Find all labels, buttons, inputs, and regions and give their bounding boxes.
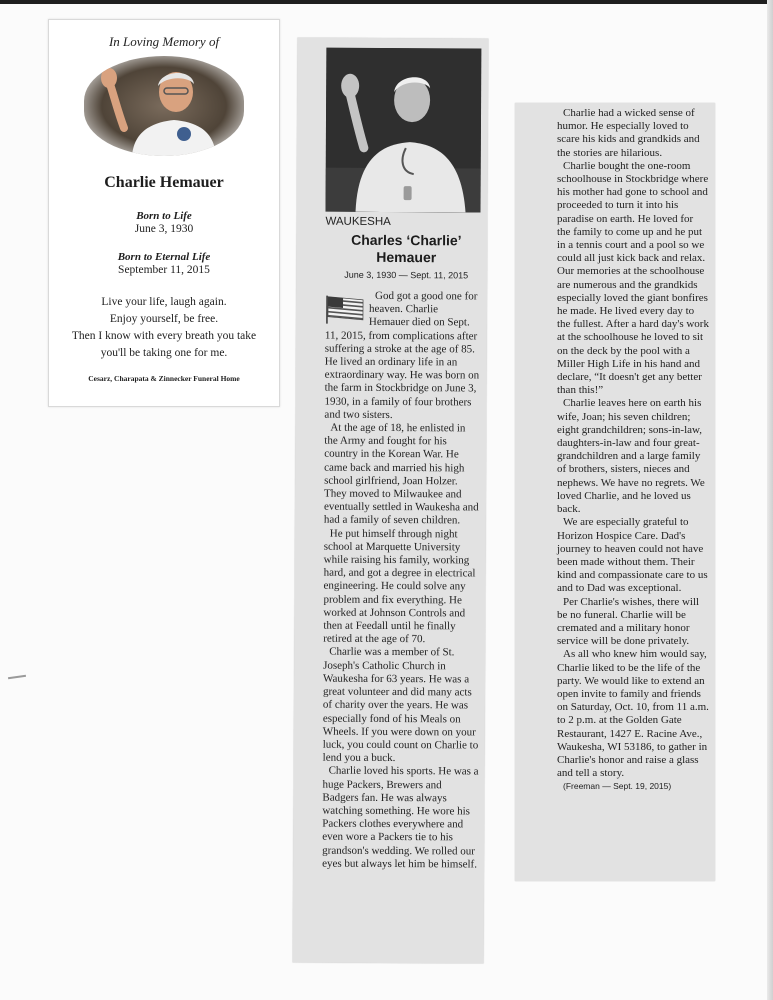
- obit-paragraph: Charlie leaves here on earth his wife, Joan; his seven children; eight grandchildren; sons-in-law, daughters-in-law and four great-grandchildren and a large family of brothers, sisters, nieces and nephews. We have no regrets. We loved Charlie, and he loved us back.: [557, 397, 705, 516]
- funeral-home: Cesarz, Charapata & Zinnecker Funeral Home: [88, 374, 240, 383]
- eternal-label: Born to Eternal Life: [117, 251, 211, 263]
- obit-paragraph: Charlie had a wicked sense of humor. He especially loved to scare his kids and grandkids and the stories are hilarious.: [557, 107, 700, 159]
- clipping-headline: [325, 232, 487, 267]
- clipping-body-col2: [557, 107, 709, 794]
- obit-paragraph: He put himself through night school at Marquette University while raising his family, working hard, and got a degree in electrical engineering. He could solve any problem and fix everything. He worked at Johnson Controls and then at Feedall until he finally retired at the age of 70.: [323, 527, 476, 646]
- born-label: Born to Life: [136, 210, 192, 222]
- card-poem: [49, 294, 279, 362]
- american-flag-icon: [325, 294, 365, 326]
- scan-mark: [8, 675, 26, 679]
- scan-right-edge: [767, 0, 773, 1000]
- obituary-clipping-column-2: [515, 103, 715, 881]
- card-portrait-photo: [84, 56, 244, 156]
- portrait-illustration: [84, 56, 244, 156]
- obit-paragraph: God got a good one for heaven. Charlie Hemauer died on Sept. 11, 2015, from complications after suffering a stroke at the age of 85. He lived an ordinary life in an extraordinary way. He was born on the farm in Stockbridge on June 3, 1930, in a family of four brothers and two sisters.: [324, 289, 480, 421]
- clipping-credit: (Freeman — Sept. 19, 2015): [563, 781, 672, 792]
- obit-paragraph: As all who knew him would say, Charlie liked to be the life of the party. We would like to extend an open invite to family and friends on Saturday, Oct. 10, from 11 a.m. to 2 p.m. at the Golden Gate Restaurant, 1427 E. Racine Ave., Waukesha, WI 53186, to gather in Charlie's honor and raise a glass and tell a story.: [557, 648, 709, 780]
- obit-paragraph: At the age of 18, he enlisted in the Army and fought for his country in the Korean War. He came back and married his high school girlfriend, Joan Holzer. They moved to Milwaukee and eventually settled in Waukesha and had a family of seven children.: [323, 421, 479, 527]
- clipping-dates: June 3, 1930 — Sept. 11, 2015: [344, 269, 469, 281]
- card-header: In Loving Memory of: [108, 34, 220, 49]
- obit-paragraph: Per Charlie's wishes, there will be no funeral. Charlie will be cremated and a military honor service will be done privately.: [557, 595, 700, 648]
- headline-line-2: Hemauer: [376, 248, 437, 266]
- clipping-body-col1: [322, 290, 481, 872]
- poem-line: Then I know with every breath you take: [71, 330, 257, 342]
- obit-paragraph: Charlie loved his sports. He was a huge Packers, Brewers and Badgers fan. He was always watching something. He wore his Packers clothes everywhere and even wore a Packers tie to his grandson's wedding. We rolled our eyes but always let him be himself.: [322, 764, 479, 871]
- eternal-date: September 11, 2015: [118, 264, 210, 276]
- obituary-clipping-column-1: [293, 38, 489, 964]
- obit-paragraph: We are especially grateful to Horizon Hospice Care. Dad's journey to heaven could not have been made without them. Their kind and compassionate care to us and to Dad was exceptional.: [557, 516, 708, 595]
- poem-line: Live your life, laugh again.: [101, 296, 227, 308]
- clipping-photo-illustration: [326, 48, 482, 213]
- scan-top-edge: [0, 0, 773, 4]
- born-date: June 3, 1930: [134, 223, 194, 235]
- poem-line: Enjoy yourself, be free.: [109, 313, 219, 325]
- card-name: Charlie Hemauer: [104, 174, 224, 191]
- clipping-location: WAUKESHA: [325, 215, 391, 228]
- obit-paragraph: Charlie was a member of St. Joseph's Catholic Church in Waukesha for 63 years. He was a great volunteer and did many acts of charity over the years. He was especially fond of his Meals on Wheels. If you were down on your luck, you could count on Charlie to lend you a buck.: [322, 646, 479, 765]
- memorial-card: [48, 19, 280, 407]
- poem-line: you'll be taking one for me.: [100, 347, 228, 359]
- headline-line-1: Charles ‘Charlie’: [351, 231, 462, 249]
- clipping-photo: [326, 48, 482, 213]
- obit-paragraph: Charlie bought the one-room schoolhouse in Stockbridge where his mother had gone to school and proceeded to turn it into his paradise on earth. He loved for the family to come up and he put in a tennis court and a pool so we could all just kick back and relax. Our memories at the schoolhouse are numerous and the grandkids especially loved the giant bonfires he made. He lived every day to the fullest. After a hard day's work at the schoolhouse he loved to sit on the deck by the pool with a Miller High Life in his hand and declare, “It doesn't get any better than this!”: [557, 159, 709, 397]
